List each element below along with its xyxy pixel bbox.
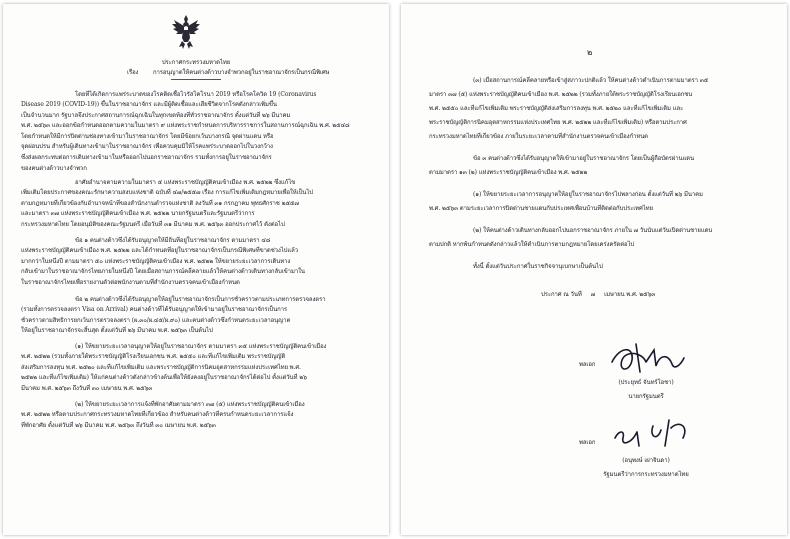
- paragraph-line: ข้อ ๑ คนต่างด้าวซึ่งได้รับอนุญาตให้มีถิ่นที่อยู่ในราชอาณาจักร ตามมาตรา ๔๘: [75, 237, 271, 244]
- closing-statement: ทั้งนี้ ตั้งแต่วันประกาศในราชกิจจานุเบกษาเป็นต้นไป: [473, 263, 603, 270]
- paragraph-line: ตามปกติ หากพ้นกำหนดดังกล่าวแล้วให้ดำเนินการตามกฎหมายโดยเคร่งครัดต่อไป: [429, 241, 635, 248]
- page-number: ๒: [587, 48, 593, 57]
- signer2-rank: พลเอก: [579, 439, 596, 446]
- paragraph-line: ตามกฎหมายที่เกี่ยวข้องกับอำนาจหน้าที่ของสำนักงานตำรวจแห่งชาติ ลงวันที่ ๓๑ กรกฎาคม พุทธศักราช ๒๕๕๗: [21, 200, 299, 207]
- paragraph-line: (๒) ให้คนต่างด้าวเดินทางกลับออกไปนอกราชอาณาจักร ภายใน ๗ วันนับแต่วันเปิดด่านชายแดน: [473, 227, 713, 234]
- paragraph-line: ซึ่งส่งผลกระทบต่อการเดินทางเข้ามาในหรือออกไปนอกราชอาณาจักร รวมทั้งการอยู่ในราชอาณาจักร: [21, 154, 272, 161]
- document-page-2: [401, 4, 787, 535]
- paragraph-line: ส่งเสริมการลงทุน พ.ศ. ๒๕๒๐ และที่แก้ไขเพิ่มเติม และพระราชบัญญัติการนิคมอุตสาหกรรมแห่งประเทศไทย พ.ศ.: [21, 364, 301, 371]
- paragraph-line: อาศัยอำนาจตามความในมาตรา ๕ แห่งพระราชบัญญัติคนเข้าเมือง พ.ศ. ๒๕๒๒ ซึ่งแก้ไข: [75, 179, 296, 186]
- paragraph-line: ตามมาตรา ๑๓ (๒) แห่งพระราชบัญญัติคนเข้าเมือง พ.ศ. ๒๕๒๒: [429, 169, 588, 176]
- signer1-rank: พลเอก: [579, 361, 596, 368]
- paragraph-line: ที่พักอาศัย ตั้งแต่วันที่ ๒๖ มีนาคม พ.ศ. ๒๕๖๓ ถึงวันที่ ๓๐ เมษายน พ.ศ. ๒๕๖๓: [21, 422, 216, 429]
- paragraph-line: ชั่วคราวตามสิทธิการยกเว้นการตรวจลงตรา (ผ.๓๐/ผ.๔๕/ผ.๙๐) และคนต่างด้าวซึ่งกำหนดระยะเวลาอนุญาต: [21, 317, 291, 324]
- paragraph-line: และมาตรา ๓๗ แห่งพระราชบัญญัติคนเข้าเมือง พ.ศ. ๒๕๒๒ นายกรัฐมนตรีและรัฐมนตรีว่าการ: [21, 210, 255, 217]
- paragraph-line: โดยกำหนดให้มีการปิดด่านช่องทางเข้ามาในราชอาณาจักร โดยมีข้อยกเว้นบางกรณี จุดผ่านแดน หรือ: [21, 133, 274, 140]
- paragraph-line: จุดผ่อนปรน สำหรับผู้เดินทางเข้ามาในราชอาณาจักร เพื่อควบคุมมิให้โรคแพร่ระบาดออกไปในวงกว้าง: [21, 143, 273, 150]
- paragraph-line: พ.ศ. ๒๕๖๓ ตามระยะเวลาการปิดด่านชายแดนกับประเทศเพื่อนบ้านที่ติดต่อกับประเทศไทย: [429, 205, 653, 212]
- signature-prayut-icon: [606, 342, 686, 378]
- document-page-1: [3, 4, 389, 535]
- signer2-title: รัฐมนตรีว่าการกระทรวงมหาดไทย: [603, 471, 689, 478]
- paragraph-line: ๒๕๒๒ และที่แก้ไขเพิ่มเติม) ให้แก่คนต่างด้าวดังกล่าวข้างต้นเพื่อให้ยังคงอยู่ในราชอาณาจักรได้ต่อไป ตั้งแต่วันที่ ๒๖: [21, 374, 307, 381]
- subject-label: เรื่อง: [127, 69, 139, 76]
- paragraph-line: เพิ่มเติมโดยประกาศของคณะรักษาความสงบแห่งชาติ ฉบับที่ ๔๗/๒๕๕๗ เรื่อง การแก้ไขเพิ่มเติมกฎหมายเพื่อให้เป็นไป: [21, 189, 313, 196]
- paragraph-line: เป็นจำนวนมาก รัฐบาลจึงประกาศสถานการณ์ฉุกเฉินในทุกเขตท้องที่ทั่วราชอาณาจักร ตั้งแต่วันที่ ๒๖ มีนาคม: [21, 112, 291, 119]
- paragraph-line: ข้อ ๒ คนต่างด้าวซึ่งได้รับอนุญาตให้อยู่ในราชอาณาจักรเป็นการชั่วคราวตามประเภทการตรวจลงตรา: [75, 296, 326, 303]
- paragraph-line: พ.ศ. ๒๕๒๒ หรือตามประกาศกระทรวงมหาดไทยที่เกี่ยวข้อง สำหรับคนต่างด้าวที่ครบกำหนดระยะเวลาการแจ้ง: [21, 411, 294, 418]
- paragraph-line: (๑) ให้ขยายระยะเวลาการอนุญาตให้อยู่ในราชอาณาจักรไปพลางก่อน ตั้งแต่วันที่ ๒๖ มีนาคม: [473, 191, 703, 198]
- paragraph-line: ให้อยู่ในราชอาณาจักรจะสิ้นสุด ตั้งแต่วันที่ ๒๖ มีนาคม พ.ศ. ๒๕๖๓ เป็นต้นไป: [21, 327, 213, 334]
- paragraph-line: (๑) ให้ขยายระยะเวลาอนุญาตให้อยู่ในราชอาณาจักร ตามมาตรา ๓๕ แห่งพระราชบัญญัติคนเข้าเมือง: [75, 343, 327, 350]
- paragraph-line: มาตรา ๓๗ (๕) แห่งพระราชบัญญัติคนเข้าเมือง พ.ศ. ๒๕๒๒ (รวมทั้งภายใต้พระราชบัญญัติโรงเรียนเอกชน: [429, 91, 693, 98]
- paragraph-line: (๒) ให้ขยายระยะเวลาการแจ้งที่พักอาศัยตามมาตรา ๓๗ (๕) แห่งพระราชบัญญัติคนเข้าเมือง: [75, 401, 305, 408]
- paragraph-line: ข้อ ๓ คนต่างด้าวซึ่งได้รับอนุญาตให้เข้ามาอยู่ในราชอาณาจักร โดยเป็นผู้ถือบัตรผ่านแดน: [473, 155, 695, 162]
- paragraph-line: พระราชบัญญัติการนิคมอุตสาหกรรมแห่งประเทศไทย พ.ศ. ๒๕๒๒ และที่แก้ไขเพิ่มเติม) หรือตามประกาศ: [429, 119, 687, 126]
- paragraph-line: กลับเข้ามาในราชอาณาจักรไทยภายในหนึ่งปี โดยเมื่อสถานการณ์คลี่คลายแล้วให้คนต่างด้าวเดินทางกลับเข้ามาใน: [21, 268, 305, 275]
- paragraph-line: (๓) เมื่อสถานการณ์คลี่คลายหรือเข้าสู่สภาวะปกติแล้ว ให้คนต่างด้าวดำเนินการตามมาตรา ๓๕: [473, 77, 709, 84]
- announcement-date: ประกาศ ณ วันที่ ๗ เมษายน พ.ศ. ๒๕๖๓: [541, 291, 656, 298]
- paragraph-line: พ.ศ. ๒๕๒๒ (รวมทั้งภายใต้พระราชบัญญัติโรงเรียนเอกชน พ.ศ. ๒๕๕๐ และที่แก้ไขเพิ่มเติม พระราชบัญญัติ: [21, 353, 286, 360]
- paragraph-line: พ.ศ. ๒๕๖๓ และออกข้อกำหนดออกตามความในมาตรา ๙ แห่งพระราชกำหนดการบริหารราชการในสถานการณ์ฉุกเฉิน พ.ศ. ๒๕๔๘: [21, 122, 350, 129]
- announcement-title: ประกาศกระทรวงมหาดไทย: [161, 59, 231, 66]
- paragraph-line: มากกว่าในหนึ่งปี ตามมาตรา ๕๐ แห่งพระราชบัญญัติคนเข้าเมือง พ.ศ. ๒๕๒๒ ให้ขยายระยะเวลาการเดินทาง: [21, 258, 291, 265]
- signer1-name: (ประยุทธ์ จันทร์โอชา): [618, 379, 674, 386]
- paragraph-line: Disease 2019 (COVID-19)) ขึ้นในราชอาณาจักร และมีผู้ติดเชื้อและเสียชีวิตจากโรคดังกล่าวเพิ่มขึ้น: [21, 101, 277, 108]
- title-divider: [171, 79, 221, 80]
- paragraph-line: กระทรวงมหาดไทย โดยอนุมัติของคณะรัฐมนตรี เมื่อวันที่ ๓๑ มีนาคม พ.ศ. ๒๕๖๓ ออกประกาศไว้ ดังต่อไป: [21, 221, 285, 228]
- paragraph-line: โดยที่ได้เกิดการแพร่ระบาดของโรคติดเชื้อไวรัสโคโรนา 2019 หรือโรคโควิด 19 (Coronavirus: [75, 91, 317, 98]
- paragraph-line: มีนาคม พ.ศ. ๒๕๖๓ ถึงวันที่ ๓๐ เมษายน พ.ศ. ๒๕๖๓: [21, 385, 153, 392]
- garuda-emblem-icon: [171, 14, 201, 50]
- paragraph-line: พ.ศ. ๒๕๕๐ และที่แก้ไขเพิ่มเติม พระราชบัญญัติส่งเสริมการลงทุน พ.ศ. ๒๕๒๐ และที่แก้ไขเพิ่มเติม และ: [429, 105, 684, 112]
- paragraph-line: (รวมทั้งการตรวจลงตรา Visa on Arrival) คนต่างด้าวที่ได้รับอนุญาตให้เข้ามาอยู่ในราชอาณาจักรเป็นการ: [21, 306, 288, 313]
- signer1-title: นายกรัฐมนตรี: [628, 393, 664, 400]
- paragraph-line: แห่งพระราชบัญญัติคนเข้าเมือง พ.ศ. ๒๕๒๒ และได้กำหนดที่อยู่ในราชอาณาจักรเป็นกรณีพิเศษที่ขาดช่วงไปแล้ว: [21, 247, 298, 254]
- paragraph-line: ในราชอาณาจักรไทยเพื่อรายงานตัวต่อพนักงานตามที่สำนักงานตรวจคนเข้าเมืองกำหนด: [21, 279, 240, 286]
- paragraph-line: ของคนต่างด้าวบางจำพวก: [21, 165, 87, 172]
- signer2-name: (อนุพงษ์ เผ่าจินดา): [622, 457, 670, 464]
- signature-anupong-icon: [609, 416, 695, 450]
- paragraph-line: กระทรวงมหาดไทยที่เกี่ยวข้อง ภายในระยะเวลาตามที่สำนักงานตรวจคนเข้าเมืองกำหนด: [429, 133, 648, 140]
- subject-text: การอนุญาตให้คนต่างด้าวบางจำพวกอยู่ในราชอาณาจักรเป็นกรณีพิเศษ: [153, 69, 330, 76]
